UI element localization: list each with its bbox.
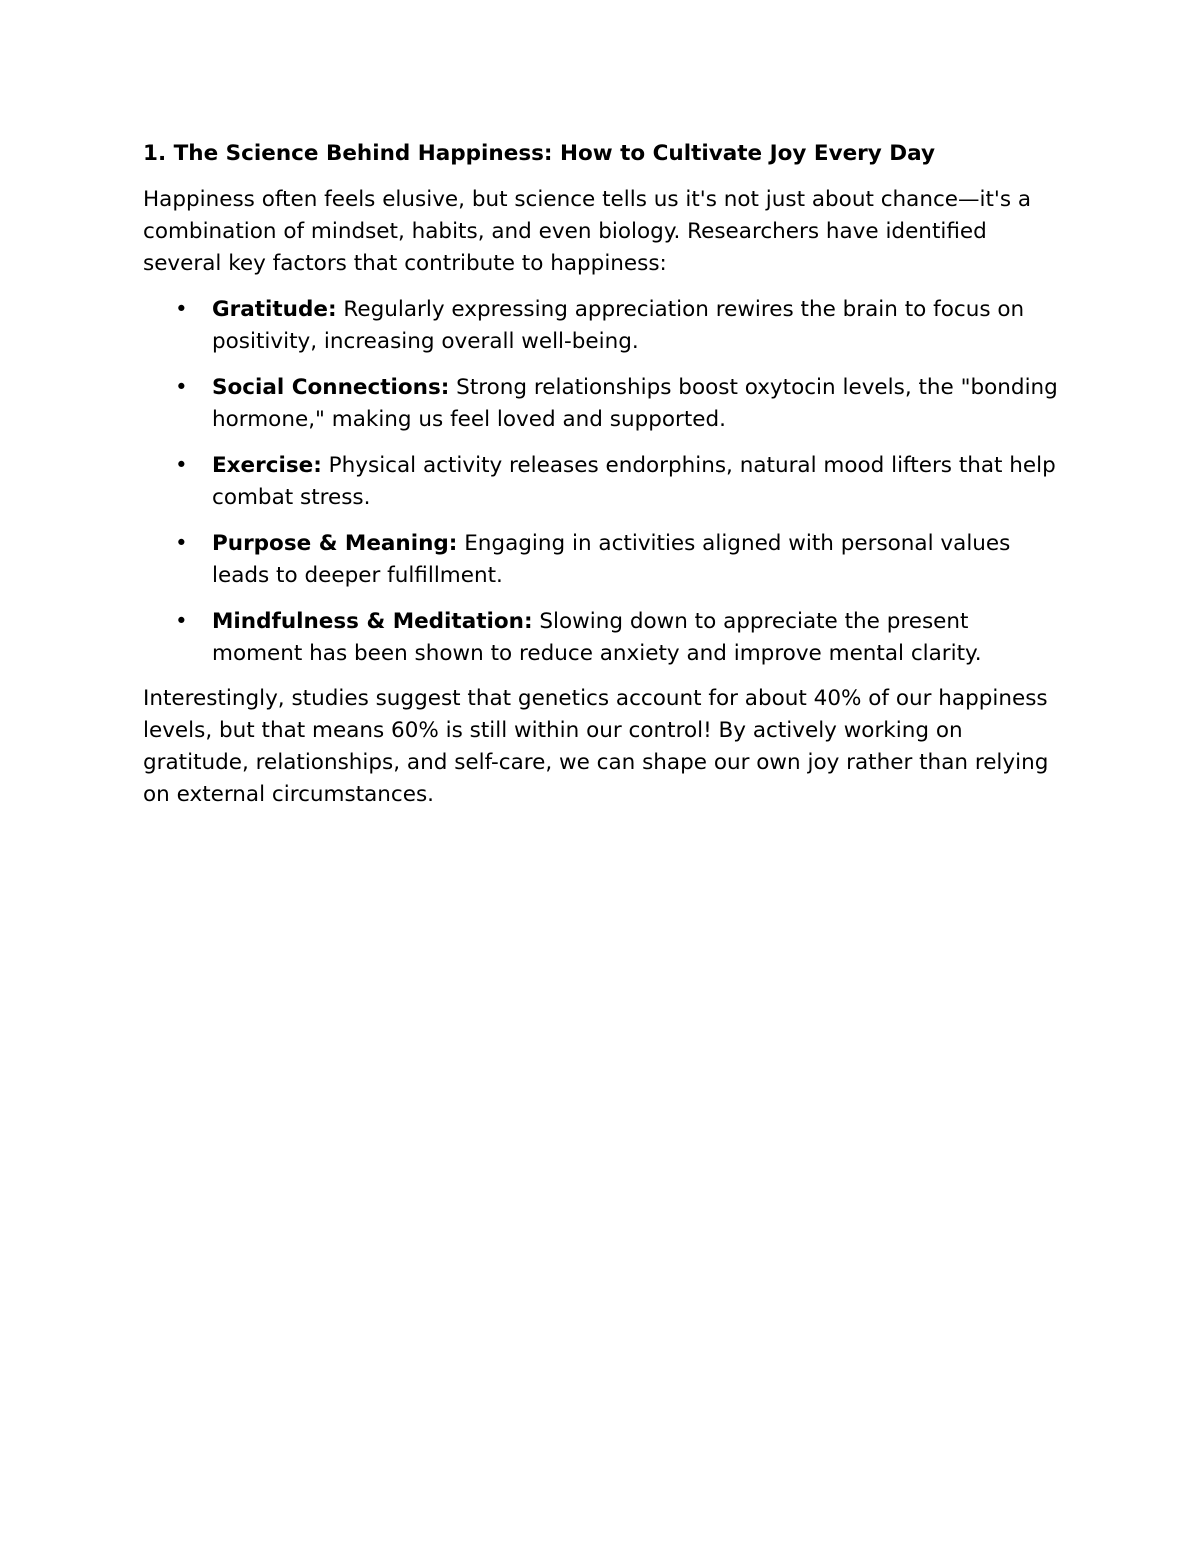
document-page	[143, 138, 1063, 825]
bullet-icon: •	[175, 609, 188, 634]
section-heading: 1. The Science Behind Happiness: How to Cultivate Joy Every Day	[143, 141, 935, 166]
factor-description: Slowing down to appreciate the present moment has been shown to reduce anxiety and improve mental clarity.	[212, 609, 982, 666]
factor-description: Strong relationships boost oxytocin levels, the "bonding hormone," making us feel loved and supported.	[212, 375, 1058, 432]
factor-description: Physical activity releases endorphins, natural mood lifters that help combat stress.	[212, 453, 1056, 510]
factor-term: Social Connections:	[212, 375, 450, 400]
bullet-icon: •	[175, 453, 188, 478]
list-item	[143, 294, 1063, 357]
happiness-factors-list	[143, 294, 1063, 669]
bullet-icon: •	[175, 375, 188, 400]
intro-paragraph: Happiness often feels elusive, but science tells us it's not just about chance—it's a combination of mindset, habits, and even biology. Researchers have identified several key factors that contribute to happiness:	[143, 187, 1032, 276]
bullet-icon: •	[175, 297, 188, 322]
list-item	[143, 372, 1063, 435]
factor-description: Regularly expressing appreciation rewires the brain to focus on positivity, increasing overall well-being.	[212, 297, 1025, 354]
list-item	[143, 606, 1063, 669]
factor-term: Purpose & Meaning:	[212, 531, 458, 556]
list-item	[143, 528, 1063, 591]
factor-term: Mindfulness & Meditation:	[212, 609, 533, 634]
factor-term: Exercise:	[212, 453, 322, 478]
factor-description: Engaging in activities aligned with personal values leads to deeper fulfillment.	[212, 531, 1011, 588]
factor-term: Gratitude:	[212, 297, 337, 322]
conclusion-paragraph: Interestingly, studies suggest that genetics account for about 40% of our happiness levels, but that means 60% is still within our control! By actively working on gratitude, relationships, and self-care, we can shape our own joy rather than relying on external circumstances.	[143, 686, 1049, 807]
bullet-icon: •	[175, 531, 188, 556]
list-item	[143, 450, 1063, 513]
